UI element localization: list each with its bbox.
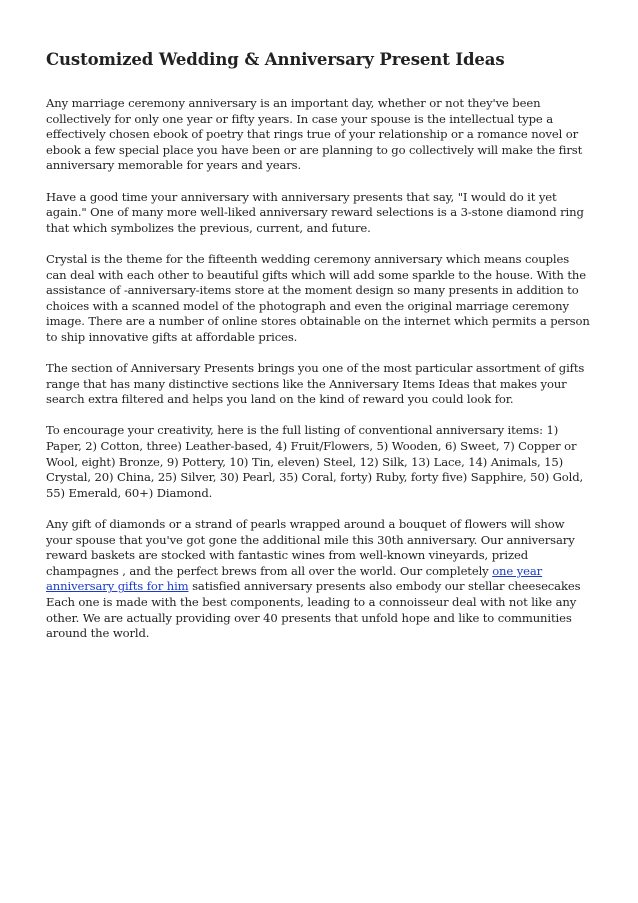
paragraph-3: Crystal is the theme for the fifteenth wedding ceremony anniversary which means couples can deal with each other to beautiful gifts which will add some sparkle to the house. With the assistance of -anniversary-items store at the moment design so many presents in addition to choices with a scanned model of the photograph and even the original marriage ceremony image. There are a number of online stores obtainable on the internet which permits a person to ship innovative gifts at affordable prices.	[46, 251, 590, 344]
gift-link[interactable]: one year anniversary gifts for him	[46, 563, 543, 594]
paragraph-2: Have a good time your anniversary with anniversary presents that say, "I would do it yet again." One of many more well-liked anniversary reward selections is a 3-stone diamond ring that which symbolizes the previous, current, and future.	[46, 189, 584, 235]
paragraph-1: Any marriage ceremony anniversary is an important day, whether or not they've been collectively for only one year or fifty years. In case your spouse is the intellectual type a effectively chosen ebook of poetry that rings true of your relationship or a romance novel or ebook a few special place you have been or are planning to go collectively will make the first anniversary memorable for years and years.	[46, 96, 583, 173]
paragraph-5: To encourage your creativity, here is the full listing of conventional anniversary items: 1) Paper, 2) Cotton, three) Leather-based, 4) Fruit/Flowers, 5) Wooden, 6) Sweet, 7) Copper or Wool, eight) Bronze, 9) Pottery, 10) Tin, eleven) Steel, 12) Silk, 13) Lace, 14) Animals, 15) Crystal, 20) China, 25) Silver, 30) Pearl, 35) Coral, forty) Ruby, forty five) Sapphire, 50) Gold, 55) Emerald, 60+) Diamond.	[46, 423, 584, 500]
paragraph-6-text-after-link: satisfied anniversary presents also embody our stellar cheesecakes Each one is made with the best components, leading to a connoisseur deal with not like any other. We are actually providing over 40 presents that unfold hope and like to communities around the world.	[46, 579, 581, 641]
paragraph-6	[46, 517, 592, 642]
paragraph-4: The section of Anniversary Presents brings you one of the most particular assortment of gifts range that has many distinctive sections like the Anniversary Items Ideas that makes your search extra filtered and helps you land on the kind of reward you could look for.	[46, 361, 585, 407]
paragraph-6-text-before-link: Any gift of diamonds or a strand of pearls wrapped around a bouquet of flowers will show your spouse that you've got gone the additional mile this 30th anniversary. Our anniversary reward baskets are stocked with fantastic wines from well-known vineyards, prized champagnes , and the perfect brews from all over the world. Our completely	[46, 517, 575, 578]
page-title: Customized Wedding & Anniversary Present Ideas	[46, 50, 505, 69]
